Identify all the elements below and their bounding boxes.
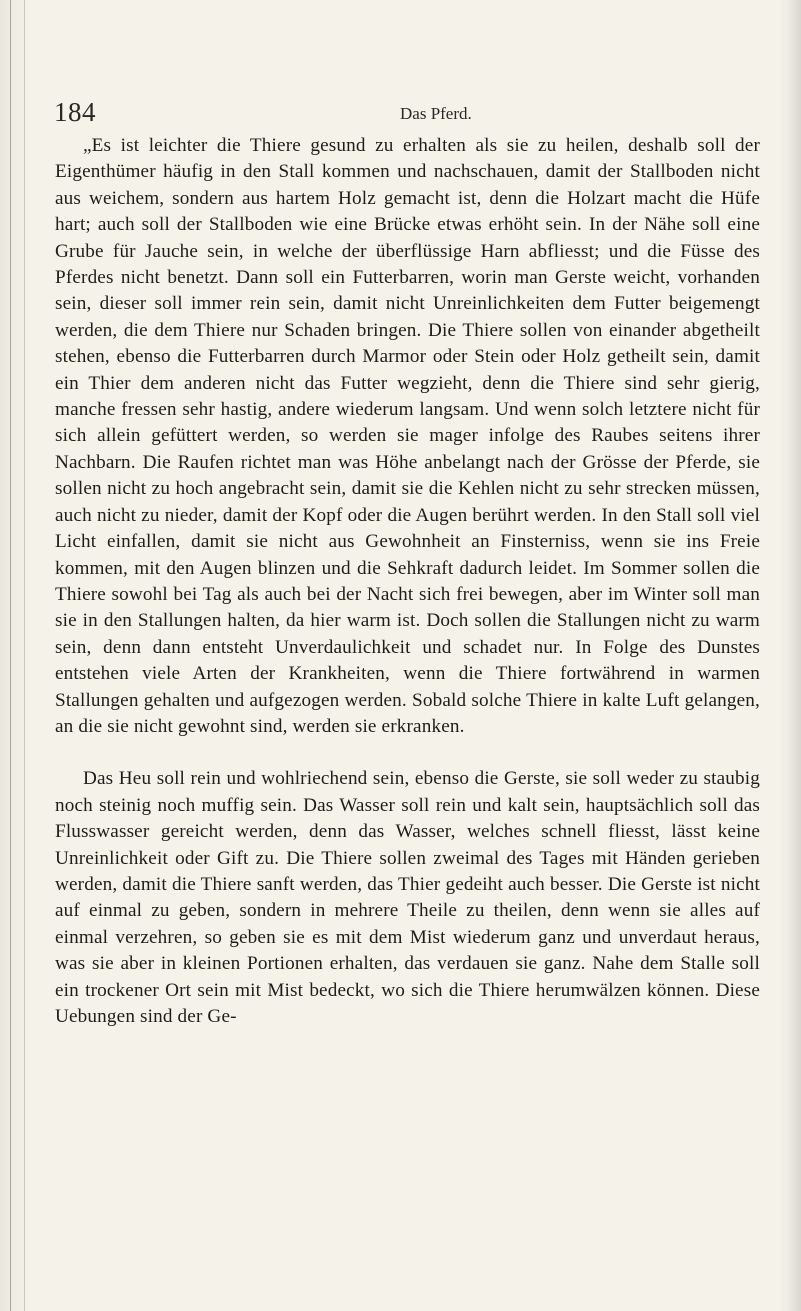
paragraph-2: Das Heu soll rein und wohlriechend sein, ebenso die Gerste, sie soll weder zu staubig noch steinig noch muffig sein. Das Wasser soll rein und kalt sein, hauptsächlich soll das Flusswasser gereicht werden, denn das Wasser, welches schnell fliesst, lässt keine Unreinlichkeit oder Gift zu. Die Thiere sollen zweimal des Tages mit Händen gerieben werden, damit die Thiere sanft werden, das Thier gedeiht auch besser. Die Gerste ist nicht auf einmal zu geben, sondern in mehrere Theile zu theilen, denn wenn sie alles auf einmal verzehren, so geben sie es mit dem Mist wiederum ganz und unverdaut heraus, was sie aber in kleinen Portionen erhalten, das verdauen sie ganz. Nahe dem Stalle soll ein trockener Ort sein mit Mist bedeckt, wo sich die Thiere herumwälzen können. Diese Uebungen sind der Ge- (55, 768, 760, 1027)
running-head: Das Pferd. (400, 104, 472, 123)
page-left-margin (0, 0, 30, 1311)
page-header (0, 92, 801, 132)
page-edge-line-inner (24, 0, 25, 1311)
page-body (55, 133, 760, 1030)
paragraph-1: „Es ist leichter die Thiere gesund zu erhalten als sie zu heilen, deshalb soll der Eigenthümer häufig in den Stall kommen und nachschauen, damit der Stallboden nicht aus weichem, sondern aus hartem Holz gemacht ist, denn die Holzart macht die Hüfe hart; auch soll der Stallboden wie eine Brücke etwas erhöht sein. In der Nähe soll eine Grube für Jauche sein, in welche der überflüssige Harn abfliesst; und die Füsse des Pferdes nicht benetzt. Dann soll ein Futterbarren, worin man Gerste weicht, vorhanden sein, dieser soll immer rein sein, damit nicht Unreinlichkeiten dem Futter beigemengt werden, die dem Thiere nur Schaden bringen. Die Thiere sollen von einander abgetheilt stehen, ebenso die Futterbarren durch Marmor oder Stein oder Holz getheilt sein, damit ein Thier dem anderen nicht das Futter wegzieht, denn die Thiere sind sehr gierig, manche fressen sehr hastig, andere wiederum langsam. Und wenn solch letztere nicht für sich allein gefüttert werden, so werden sie mager infolge des Raubes seitens ihrer Nachbarn. Die Raufen richtet man was Höhe anbelangt nach der Grösse der Pferde, sie sollen nicht zu hoch angebracht sein, damit sie die Kehlen nicht zu sehr strecken müssen, auch nicht zu nieder, damit der Kopf oder die Augen berührt werden. In den Stall soll viel Licht einfallen, damit sie nicht aus Gewohnheit an Finsterniss, wenn sie ins Freie kommen, mit den Augen blinzen und die Sehkraft dadurch leidet. Im Sommer sollen die Thiere sowohl bei Tag als auch bei der Nacht sich frei bewegen, aber im Winter soll man sie in den Stallungen halten, da hier warm ist. Doch sollen die Stallungen nicht zu warm sein, denn dann entsteht Unverdaulichkeit und schadet nur. In Folge des Dunstes entstehen viele Arten der Krankheiten, wenn die Thiere fortwährend in warmen Stallungen gehalten und aufgezogen werden. Sobald solche Thiere in kalte Luft gelangen, an die sie nicht gewohnt sind, werden sie erkranken. (55, 135, 760, 737)
page-number: 184 (54, 97, 96, 127)
page-right-shadow (787, 0, 801, 1311)
page-edge-line (10, 0, 11, 1311)
